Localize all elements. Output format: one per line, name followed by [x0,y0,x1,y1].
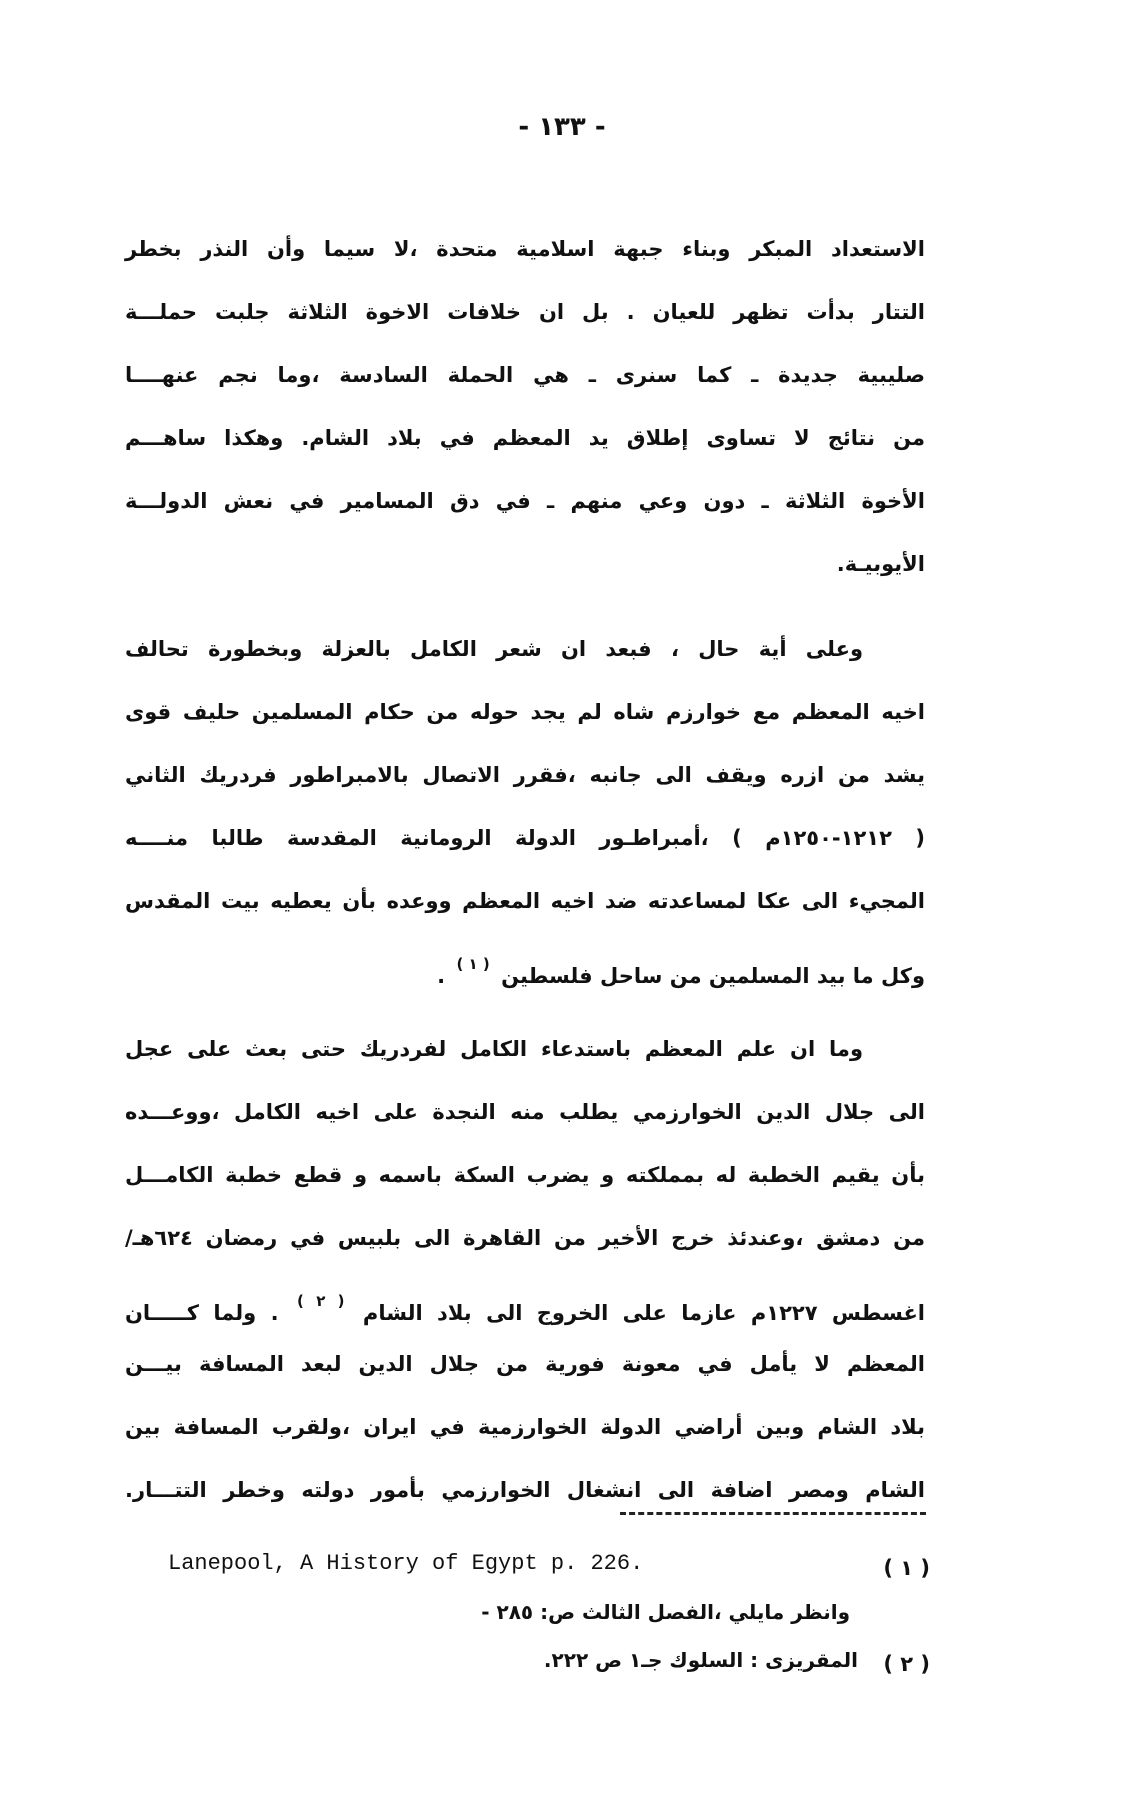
text-line: وعلى أية حال ، فبعد ان شعر الكامل بالعزلة وبخطورة تحالف [125,637,863,661]
sentence-end: . [437,964,446,988]
text-line: التتار بدأت تظهر للعيان . بل ان خلافات الاخوة الثلاثة جلبت حملـــة [125,300,925,324]
paragraph-spacer [125,596,925,618]
text-line: الى جلال الدين الخوارزمي يطلب منه النجدة على اخيه الكامل ،ووعـــده [125,1100,925,1124]
footnote-2-number: ( ٢ ) [883,1652,930,1676]
text-line: الشام ومصر اضافة الى انشغال الخوارزمي بأمور دولته وخطر التتـــار. [125,1478,925,1502]
text-line: اخيه المعظم مع خوارزم شاه لم يجد حوله من حكام المسلمين حليف قوى [125,700,925,724]
paragraph-2 [125,618,925,996]
footnotes [140,1540,930,1684]
text-line: وما ان علم المعظم باستدعاء الكامل لفردريك حتى بعث على عجل [125,1037,863,1061]
text-line: من نتائج لا تساوى إطلاق يد المعظم في بلاد الشام. وهكذا ساهـــم [125,426,925,450]
text-line: الأيوبيـة. [836,552,925,576]
body-text [125,218,925,1522]
text-line: بلاد الشام وبين أراضي الدولة الخوارزمية في ايران ،ولقرب المسافة بين [125,1415,925,1439]
text-line: المعظم لا يأمل في معونة فورية من جلال الدين لبعد المسافة بيـــن [125,1352,925,1376]
text-line-with-footnote [125,933,925,996]
paragraph-spacer [125,996,925,1018]
text-line: صليبية جديدة ـ كما سنرى ـ هي الحملة السادسة ،وما نجم عنهــــا [125,363,925,387]
text-fragment: اغسطس ١٢٢٧م عازما على الخروج الى بلاد الشام [362,1301,925,1325]
footnote-ref-2[interactable]: ( ٢ ) [297,1292,345,1310]
footnote-2-citation: المقريزى : السلوك جـ١ ص ٢٢٢. [543,1648,858,1672]
footnote-ref-1[interactable]: ( ١ ) [456,955,490,973]
text-line: المجيء الى عكا لمساعدته ضد اخيه المعظم ووعده بأن يعطيه بيت المقدس [125,889,925,913]
text-fragment: وكل ما بيد المسلمين من ساحل فلسطين [501,964,925,988]
page-number: - ١٣٣ - [518,112,606,142]
footnote-1-continuation [140,1588,930,1636]
text-fragment: . ولما كـــــان [125,1301,279,1325]
footnote-1-number: ( ١ ) [883,1556,930,1580]
text-line: ( ١٢١٢-١٢٥٠م ) ،أمبراطـور الدولة الرومانية المقدسة طالبا منــــه [125,826,925,850]
text-line: الأخوة الثلاثة ـ دون وعي منهم ـ في دق المسامير في نعش الدولـــة [125,489,925,513]
text-line: يشد من ازره ويقف الى جانبه ،فقرر الاتصال بالامبراطور فردريك الثاني [125,763,925,787]
footnote-separator [620,1512,926,1515]
text-line: من دمشق ،وعندئذ خرج الأخير من القاهرة الى بلبيس في رمضان ٦٢٤هـ/ [125,1226,925,1250]
text-line-with-footnote [125,1270,925,1333]
paragraph-1 [125,218,925,596]
text-line: الاستعداد المبكر وبناء جبهة اسلامية متحدة ،لا سيما وأن النذر بخطر [125,237,925,261]
footnote-1-citation: Lanepool, A History of Egypt p. 226. [168,1551,644,1576]
text-line: بأن يقيم الخطبة له بمملكته و يضرب السكة باسمه و قطع خطبة الكامـــل [125,1163,925,1187]
footnote-2 [140,1636,930,1684]
paragraph-3 [125,1018,925,1522]
footnote-1 [140,1540,930,1588]
footnote-1-see-also: وانظر مايلي ،الفصل الثالث ص: ٢٨٥ - [481,1600,850,1624]
